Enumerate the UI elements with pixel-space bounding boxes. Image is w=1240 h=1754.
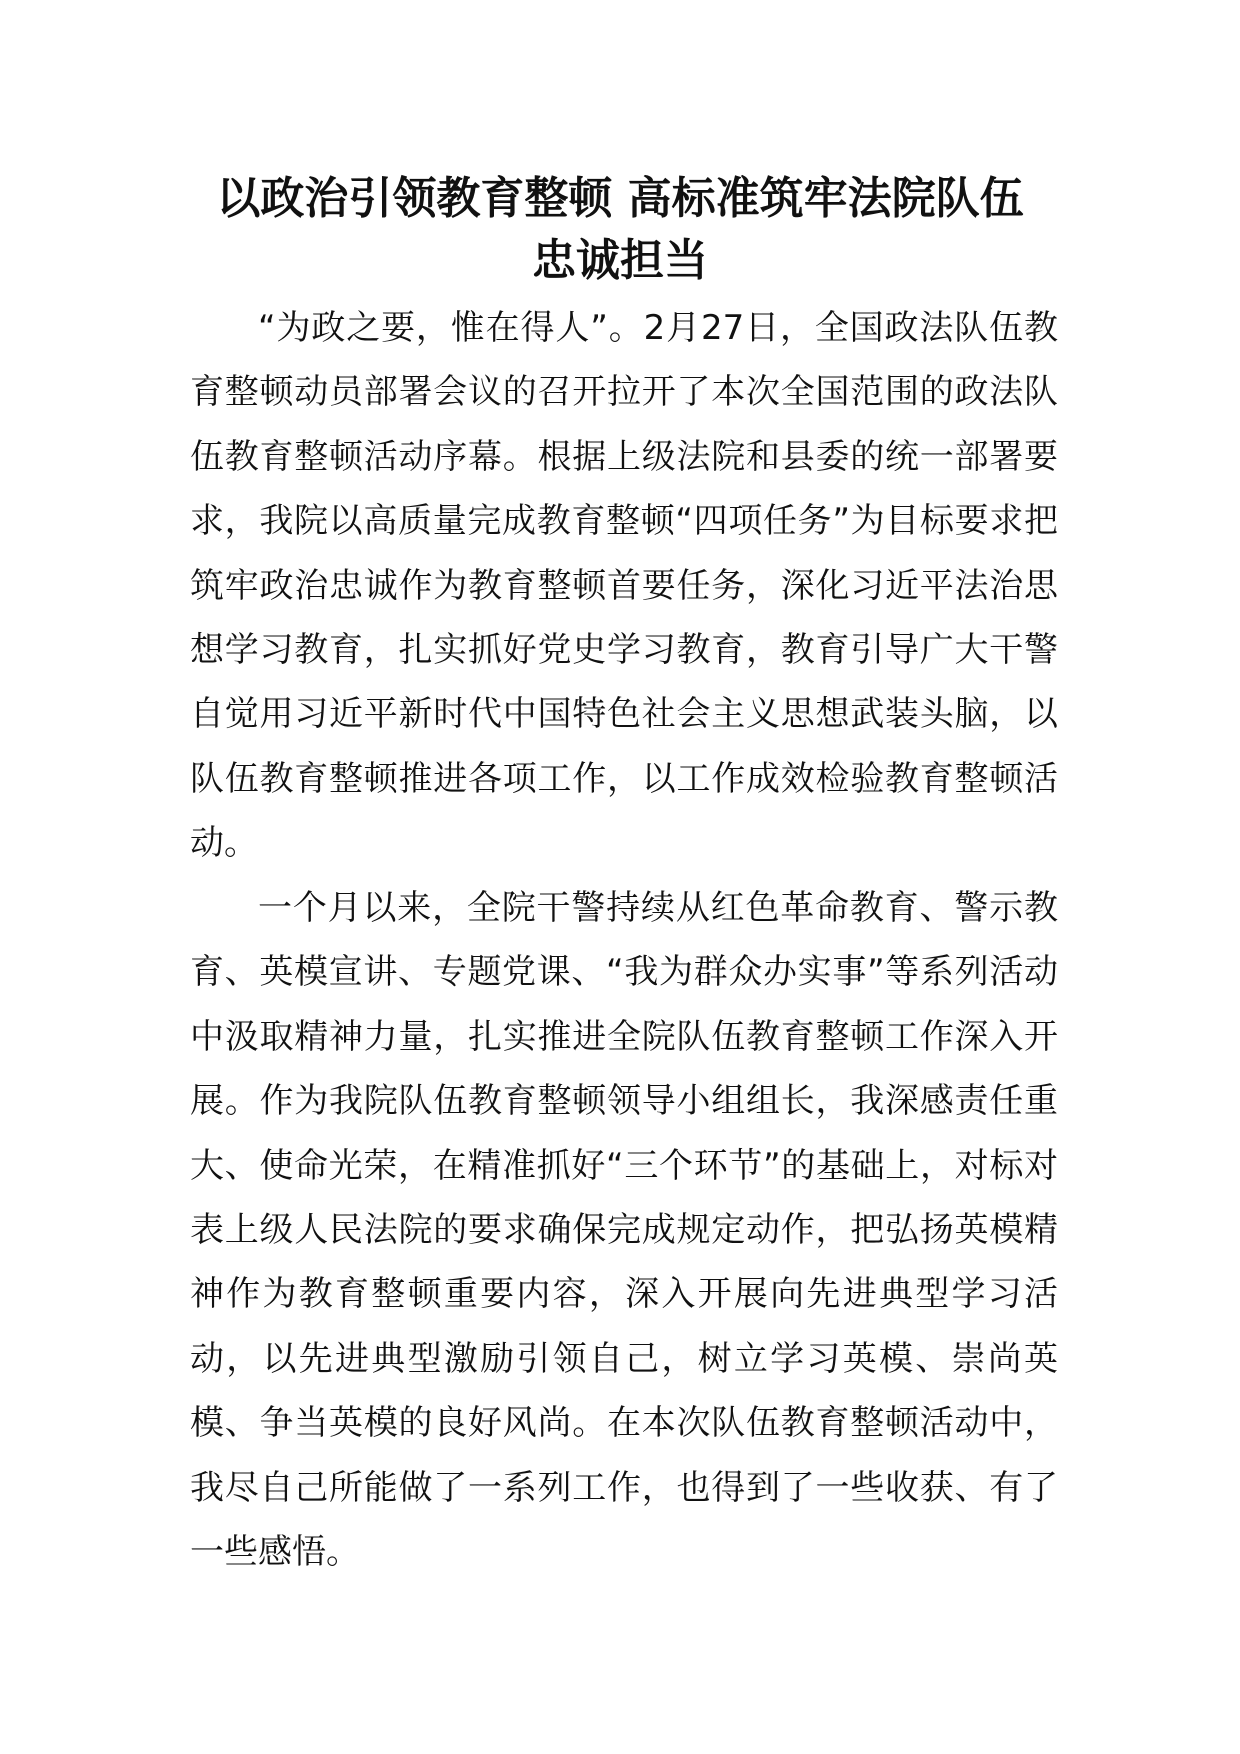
document-title-line-2: 忠诚担当 (532, 235, 708, 286)
body-paragraph-1: “为政之要，惟在得人”。2月27日，全国政法队伍教育整顿动员部署会议的召开拉开了本次全国范围的政法队伍教育整顿活动序幕。根据上级法院和县委的统一部署要求，我院以高质量完成教育整顿“四项任务”为目标要求把筑牢政治忠诚作为教育整顿首要任务，深化习近平法治思想学习教育，扎实抓好党史学习教育，教育引导广大干警自觉用习近平新时代中国特色社会主义思想武装头脑，以队伍教育整顿推进各项工作，以工作成效检验教育整顿活动。 (190, 308, 1058, 864)
document-title-line-1: 以政治引领教育整顿 高标准筑牢法院队伍 (216, 173, 1024, 224)
body-paragraph-2: 一个月以来，全院干警持续从红色革命教育、警示教育、英模宣讲、专题党课、“我为群众办实事”等系列活动中汲取精神力量，扎实推进全院队伍教育整顿工作深入开展。作为我院队伍教育整顿领导小组组长，我深感责任重大、使命光荣，在精准抓好“三个环节”的基础上，对标对表上级人民法院的要求确保完成规定动作，把弘扬英模精神作为教育整顿重要内容，深入开展向先进典型学习活动，以先进典型激励引领自己，树立学习英模、崇尚英模、争当英模的良好风尚。在本次队伍教育整顿活动中，我尽自己所能做了一系列工作，也得到了一些收获、有了一些感悟。 (190, 888, 1058, 1573)
